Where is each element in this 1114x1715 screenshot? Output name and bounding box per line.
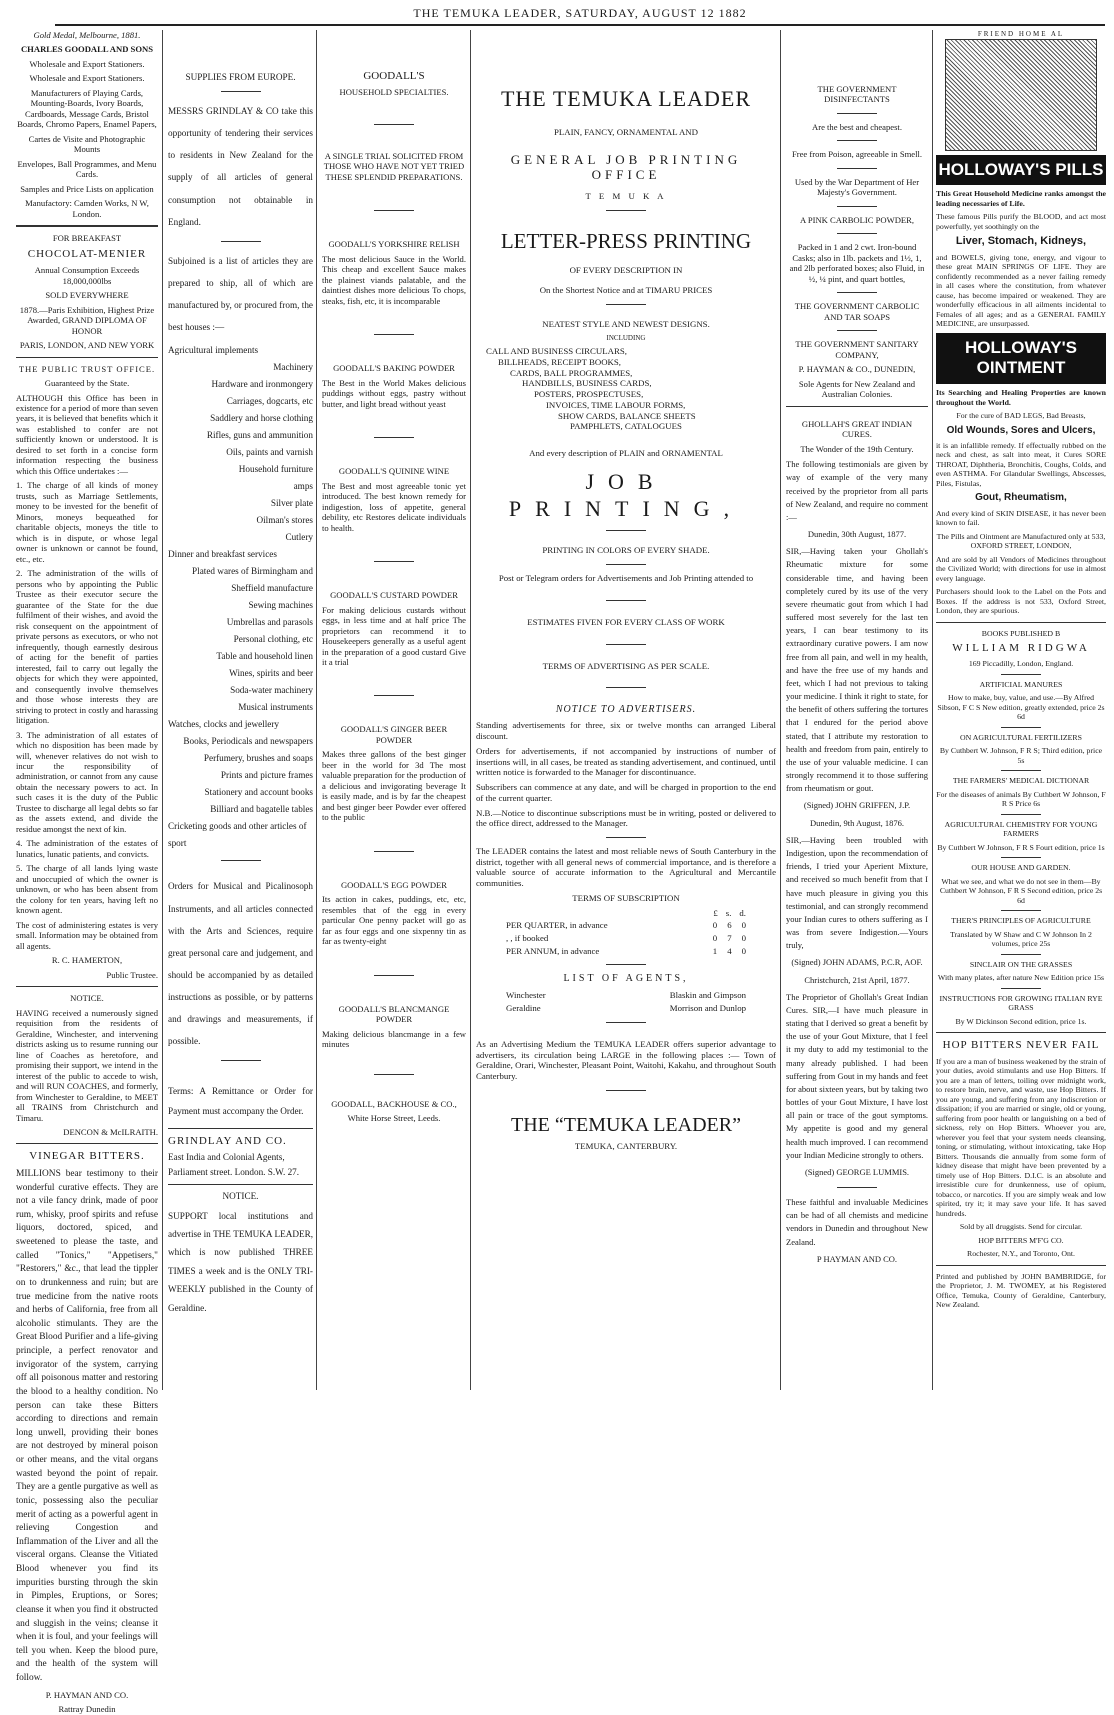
supplies-item: Billiard and bagatelle tables <box>210 804 313 815</box>
leader-line: NEATEST STYLE AND NEWEST DESIGNS. <box>542 319 710 330</box>
goodall-address: White Horse Street, Leeds. <box>347 1113 441 1124</box>
leader-para: Standing advertisements for three, six or twelve months can arranged Liberal discount. <box>476 720 776 742</box>
grindlay-sub: Parliament street. London. S.W. 27. <box>168 1167 300 1178</box>
column-4 <box>476 30 776 1390</box>
book-body: By W Dickinson Second edition, price 1s. <box>955 1016 1087 1026</box>
testimonial-date: Dunedin, 9th August, 1876. <box>810 817 904 828</box>
grindlay-sub: East India and Colonial Agents, <box>168 1151 285 1162</box>
testimonial-date: Christchurch, 21st April, 1877. <box>804 974 910 985</box>
supplies-item: Wines, spirits and beer <box>229 668 313 679</box>
column-rule <box>780 30 781 1390</box>
supplies-item: Stationery and account books <box>204 787 313 798</box>
notice-body: SUPPORT local institutions and advertise in THE TEMUKA LEADER, which is now published THREE TIMES a week and is the ONLY TRI-WEEKLY published in the County of Geraldine. <box>168 1210 313 1313</box>
ointment-line: Gout, Rheumatism, <box>975 492 1067 504</box>
leader-line: INCLUDING <box>606 333 646 342</box>
job-item: POSTERS, PROSPECTUSES, <box>534 389 644 400</box>
product-name: GOODALL'S EGG POWDER <box>340 879 448 890</box>
supplies-item: Carriages, dogcarts, etc <box>226 396 313 407</box>
letterpress-title: LETTER-PRESS PRINTING <box>500 228 752 253</box>
leader-para: N.B.—Notice to discontinue subscriptions must be in writing, posted or delivered to the office direct, addressed to the Manager. <box>476 807 776 829</box>
subscription-header: d. <box>739 907 746 918</box>
product-body: The Best in the World Makes delicious puddings without eggs, pastry without butter, and light bread without yeast <box>322 377 466 409</box>
book-title: AGRICULTURAL CHEMISTRY FOR YOUNG FARMERS <box>944 819 1098 839</box>
leader-para: The LEADER contains the latest and most reliable news of South Canterbury in the district, together with all general news of commercial importance, and is therefore a valuable source of accurate information to the Agricultural and Mercantile communities. <box>476 845 776 889</box>
trial-notice: A SINGLE TRIAL SOLICITED FROM THOSE WHO HAVE NOT YET TRIED THESE SPLENDID PREPARATIONS. <box>323 150 465 182</box>
testimonial-signature: (Signed) JOHN GRIFFEN, J.P. <box>803 800 911 811</box>
ointment-line: And every kind of SKIN DISEASE, it has never been known to fail. <box>936 508 1106 528</box>
vinegar-title: VINEGAR BITTERS. <box>29 1150 145 1163</box>
trust-title: THE PUBLIC TRUST OFFICE. <box>18 363 156 374</box>
supplies-terms: Terms: A Remittance or Order for Payment must accompany the Order. <box>168 1086 313 1117</box>
breakfast-heading: FOR BREAKFAST <box>52 233 122 244</box>
pills-line: and BOWELS, giving tone, energy, and vigour to these great MAIN SPRINGS OF LIFE. They are confidently recommended as a never failing remedy in all cases where the constitution, from whatever cause, has become impaired or weakened. They are wonderfully efficacious in all ailments incidental to Females of all ages; and as a GENERAL FAMILY MEDICINE, are unsurpassed. <box>936 252 1106 329</box>
supplies-item: Sewing machines <box>248 600 313 611</box>
product-body: Makes three gallons of the best ginger beer in the world for 3d The most valuable preparation for the production of a delicious and invigorating beverage It is easily made, and is by far the cheapest and best ginger beer Powder ever offered to the public <box>322 749 466 823</box>
job-item: CARDS, BALL PROGRAMMES, <box>510 367 633 378</box>
supplies-item: Musical instruments <box>238 702 313 713</box>
ghollah-closing: These faithful and invaluable Medicines can be had of all chemists and medicine vendors in Dunedin and throughout New Zealand. <box>786 1197 928 1247</box>
menier-line: PARIS, LONDON, AND NEW YORK <box>19 340 155 351</box>
job-items <box>476 346 776 432</box>
agent-name: Blaskin and Gimpson <box>669 989 746 1000</box>
ghollah-intro: The following testimonials are given by way of example of the very many received by the proprietor from all parts of New Zealand, and require no comment :— <box>786 459 928 522</box>
testimonial-signature: (Signed) JOHN ADAMS, P.C.R, AOF. <box>791 957 923 968</box>
supplies-item: Oilman's stores <box>256 515 313 526</box>
job-item: HANDBILLS, BUSINESS CARDS, <box>522 378 652 389</box>
gov-company: THE GOVERNMENT SANITARY COMPANY, <box>795 339 919 360</box>
agent-row <box>506 990 746 1001</box>
supplies-item: Plated wares of Birmingham and Sheffield manufacture <box>192 566 313 594</box>
ointment-line: Old Wounds, Sores and Ulcers, <box>946 424 1096 436</box>
product-name: GOODALL'S QUININE WINE <box>338 466 450 477</box>
product-body: The most delicious Sauce in the World. This cheap and excellent Sauce makes the plainest viands palatable, and the daintiest dishes more delicious To chops, steaks, fish, etc, it is incomparable <box>322 253 466 306</box>
leader-line: On the Shortest Notice and at TIMARU PRICES <box>539 285 713 296</box>
column-6 <box>936 30 1106 1390</box>
product-body: For making delicious custards without eggs, in less time and at half price The proprietors can recommend it to Housekeepers generally as a useful agent in the preparation of a good custard Give it a trial <box>322 604 466 667</box>
column-2 <box>168 30 313 1390</box>
job-item: PAMPHLETS, CATALOGUES <box>570 421 682 432</box>
subscription-value: 0 <box>741 920 746 931</box>
supplies-item: Dinner and breakfast services <box>168 549 277 560</box>
leader-line: TERMS OF ADVERTISING AS PER SCALE. <box>542 660 710 671</box>
product-body: The Best and most agreeable tonic yet introduced. The best known remedy for indigestion, loss of appetite, general debility, etc Restores delicate individuals to health. <box>322 480 466 533</box>
subscription-header: s. <box>725 907 732 918</box>
column-3 <box>322 30 466 1390</box>
supplies-item: Table and household linen <box>216 651 313 662</box>
notice-advertisers: NOTICE TO ADVERTISERS. <box>555 704 697 716</box>
job-item: CALL AND BUSINESS CIRCULARS, <box>486 346 627 357</box>
hop-sold: Sold by all druggists. Send for circular. <box>959 1222 1083 1232</box>
supplies-item: Watches, clocks and jewellery <box>168 719 279 730</box>
trust-signature: R. C. HAMERTON, <box>51 955 123 966</box>
goodall-line: Manufactory: Camden Works, N W, London. <box>25 198 149 219</box>
gov-line: A PINK CARBOLIC POWDER, <box>799 214 915 225</box>
vinegar-place: Rattray Dunedin <box>58 1704 116 1715</box>
hop-place: Rochester, N.Y., and Toronto, Ont. <box>967 1249 1075 1259</box>
column-1 <box>16 30 158 1715</box>
job-item: SHOW CARDS, BALANCE SHEETS <box>558 410 696 421</box>
trust-signature-title: Public Trustee. <box>106 969 158 980</box>
hop-body: If you are a man of business weakened by the strain of your duties, avoid stimulants and use Hop Bitters. If you are a man of letters, toiling over midnight work, to restore brain, nerve, and waste, use Hop Bitters. If you are young, and suffering from any indiscretion or dissipation; if you are married or single, old or young, suffering from poor health or languishing on a bed of sickness, rely on Hop Bitters. Whoever you are, wherever you feel that your system needs cleansing, toning, or stimulating, without intoxicating, take Hop Bitters. Thousands die annually from some form of kidney disease that might have been prevented by a timely use of Hop Bitters. D.I.C. is an absolute and irresistible cure for drunkenness, use of opium, tobacco, or narcotics. If you are simply weak and low spirited, try it; it may save your life. It has saved hundreds. <box>936 1056 1106 1218</box>
pills-line: These famous Pills purify the BLOOD, and act most powerfully, yet soothingly on the <box>936 212 1106 231</box>
supplies-item: Cutlery <box>285 532 313 543</box>
job-item: INVOICES, TIME LABOUR FORMS, <box>546 399 686 410</box>
supplies-item: Household furniture <box>238 464 313 475</box>
leader-line: Post or Telegram orders for Advertisements and Job Printing attended to <box>498 573 754 584</box>
goodall-line: Wholesale and Export Stationers. <box>29 58 145 69</box>
agents-title: LIST OF AGENTS, <box>563 973 689 985</box>
leader-line: PRINTING IN COLORS OF EVERY SHADE. <box>542 545 710 556</box>
goodall-line: Cartes de Visite and Photographic Mounts <box>28 133 146 155</box>
book-title: THE FARMERS' MEDICAL DICTIONAR <box>952 776 1090 786</box>
goodall-line: Samples and Price Lists on application <box>20 183 154 194</box>
agents-list <box>476 990 776 1014</box>
subscription-header: £ <box>713 907 718 918</box>
masthead: THE TEMUKA LEADER, SATURDAY, AUGUST 12 1882 <box>55 4 1105 26</box>
subscription-value: 0 <box>712 932 718 943</box>
agent-place: Geraldine <box>506 1003 541 1014</box>
subscription-label: PER QUARTER, in advance <box>506 920 608 931</box>
supplies-item: Umbrellas and parasols <box>226 617 313 628</box>
subscription-label: , , if booked <box>506 932 549 943</box>
supplies-orders: Orders for Musical and Picalinosoph Instruments, and all articles connected with the Arts and Sciences, require great personal care and judgement, and should be accompanied by as detailed instructions as possible, or by patterns and drawings and measurements, if possible. <box>168 881 313 1047</box>
book-body: What we see, and what we do not see in them—By Cuthbert W Johnson, F R S Second edition, price 2s 6d <box>939 876 1103 905</box>
notice-body: HAVING received a numerously signed requisition from the residents of Geraldine, Winchester, and intervening districts asking us to resume running our line of Coaches as heretofore, and promising their support, we intend in the interest of the public to accede to wish, and will RUN COACHES, and formerly, from Winchester to Geraldine, to MEET all TRAINS from Christchurch and Timaru. <box>16 1007 158 1123</box>
supplies-title: SUPPLIES FROM EUROPE. <box>185 72 296 82</box>
gov-line: Are the best and cheapest. <box>812 121 902 132</box>
gov-company-agents: Sole Agents for New Zealand and Australian Colonies. <box>798 378 916 400</box>
leader-sub: T E M U K A <box>585 191 667 202</box>
agent-row <box>506 1003 746 1014</box>
ointment-line: And are sold by all Vendors of Medicines throughout the Civilized World; with directions for use in almost every language. <box>936 554 1106 583</box>
goodall-line: Envelopes, Ball Programmes, and Menu Cards. <box>17 158 157 180</box>
leader-para: Orders for advertisements, if not accompanied by instructions of number of insertions will, in all cases, be treated as standing advertisement, and continued, until written notice is forwarded to the Manager for discontinuance. <box>476 745 776 778</box>
footer-title: THE “TEMUKA LEADER” <box>511 1113 741 1136</box>
leader-title: THE TEMUKA LEADER <box>500 86 752 111</box>
supplies-intro: MESSRS GRINDLAY & CO take this opportunity of tendering their services to residents in New Zealand for the supply of all articles of general consumption not obtainable in England. <box>168 106 313 227</box>
job-printing-title: JOB PRINTING, <box>508 468 744 521</box>
trust-para: 1. The charge of all kinds of money trusts, such as Marriage Settlements, money to be invested for the benefit of Minors, moneys bequeathed for charitable objects, moneys the title to which is in dispute, or whose legal owner is unknown or cannot be found, etc., etc. <box>16 480 158 564</box>
leader-para: As an Advertising Medium the TEMUKA LEADER offers superior advantage to advertisers, its circulation being LARGE in the following places :— Town of Geraldine, Orari, Winchester, Pleasant Point, Waitohi, Kakahu, and throughout South Canterbury. <box>476 1039 776 1082</box>
supplies-item: Books, Periodicals and newspapers <box>183 736 313 747</box>
trust-para: 2. The administration of the wills of persons who by appointing the Public Trustee as their executor secure the guarantee of the State for the due fulfilment of their wishes, and avoid the risk consequent on the appointment of private persons as executors, or who not infrequently, though earnestly desirous of acting for the benefit of parties interested, fail to carry out legally the objects for which they were appointed, and consequently involve themselves and those whose interests they are striving to protect in costly and harassing litigation. <box>16 568 158 726</box>
ointment-line: Purchasers should look to the Label on the Pots and Boxes. If the address is not 533, Oxford Street, London, they are spurious. <box>936 587 1106 616</box>
pills-line: Liver, Stomach, Kidneys, <box>955 235 1087 248</box>
hop-firm: HOP BITTERS M'F'G CO. <box>978 1235 1064 1245</box>
subscription-value: 7 <box>727 932 732 943</box>
supplies-item: Saddlery and horse clothing <box>210 413 313 424</box>
testimonial-signature: (Signed) GEORGE LUMMIS. <box>804 1166 910 1177</box>
ointment-line: For the cure of BAD LEGS, Bad Breasts, <box>956 411 1086 421</box>
supplies-item: amps <box>293 481 313 492</box>
subscription-value: 4 <box>727 945 732 956</box>
menier-line: SOLD EVERYWHERE <box>45 290 129 301</box>
engraving-label: FRIEND HOME AL <box>977 30 1065 38</box>
book-title: INSTRUCTIONS FOR GROWING ITALIAN RYE GRASS <box>939 993 1103 1013</box>
books-list <box>936 674 1106 1027</box>
column-rule <box>316 30 317 1390</box>
product-body: Its action in cakes, puddings, etc, etc, resembles that of the egg in every particular One penny packet will go as far as four eggs and one sixpenny tin as far as twenty-eight <box>322 894 466 947</box>
notice-heading: NOTICE. <box>70 993 104 1004</box>
ghollah-title: GHOLLAH'S GREAT INDIAN CURES. <box>801 418 913 440</box>
gov-line: Used by the War Department of Her Majesty's Government. <box>794 176 920 198</box>
book-title: ON AGRICULTURAL FERTILIZERS <box>960 732 1082 742</box>
job-item: BILLHEADS, RECEIPT BOOKS, <box>498 357 622 367</box>
column-5 <box>786 30 928 1390</box>
publisher-name: WILLIAM RIDGWA <box>952 642 1090 655</box>
ointment-line: The Pills and Ointment are Manufactured only at 533, OXFORD STREET, LONDON, <box>936 531 1106 551</box>
trust-para: The cost of administering estates is very small. Information may be obtained from all agents. <box>16 919 158 951</box>
testimonial-body: SIR,—Having taken your Ghollah's Rheumatic mixture for some considerable time, and having been completely cured by its use of the very severe rheumatic gout from which I had suffered most severely for the last ten years, I can bear testimony to its extraordinary curative powers. I am now free from all pain, and well in my health, and have the free use of my hands and feet, which I had not previous to taking your medicine. I think it right to state, for the benefit of others suffering the tortures that I endured for the period above stated, that I attribute my restoration to health and freedom from pain, entirely to the use of your valuable medicine. I can strongly recommend it to those suffering from rheumatism or gout. <box>786 546 928 794</box>
book-title: ARTIFICIAL MANURES <box>979 679 1063 689</box>
supplies-item: Cricketing goods and other articles of sport <box>168 821 307 849</box>
supplies-list <box>168 342 313 852</box>
pills-line: This Great Household Medicine ranks amongst the leading necessaries of Life. <box>936 189 1106 208</box>
subscription-value: 6 <box>727 920 732 931</box>
leader-line: OF EVERY DESCRIPTION IN <box>569 264 683 275</box>
column-rule <box>470 30 471 1390</box>
subscription-value: 0 <box>712 920 718 931</box>
goodall-signature: GOODALL, BACKHOUSE & CO., <box>331 1098 457 1109</box>
book-body: By Cuthbert W Johnson, F R S Fourt edition, price 1s <box>937 842 1105 852</box>
book-body: Translated by W Shaw and C W Johnson In 2 volumes, price 25s <box>950 929 1092 949</box>
supplies-item: Prints and picture frames <box>220 770 313 781</box>
trust-para: 3. The administration of all estates of which no disposition has been made by will, whenever relatives do not wish to incur the responsibility of administration, or cannot from any cause obtain the necessary powers to act. In such cases it is the duty of the Public Trustee to discharge all legal debts so far as the assets extend, and divide the residue amongst the next of kin. <box>16 729 158 834</box>
agent-name: Morrison and Dunlop <box>669 1003 746 1014</box>
ointment-banner: HOLLOWAY'S OINTMENT <box>936 333 1106 384</box>
product-name: GOODALL'S BAKING POWDER <box>333 363 455 374</box>
goodall-name: CHARLES GOODALL AND SONS <box>20 44 154 55</box>
supplies-item: Oils, paints and varnish <box>226 447 313 458</box>
menier-line: 1878.—Paris Exhibition, Highest Prize Awarded, GRAND DIPLOMA OF HONOR <box>19 304 155 336</box>
vinegar-signature: P. HAYMAN AND CO. <box>45 1689 129 1700</box>
supplies-item: Soda-water machinery <box>230 685 313 696</box>
subscription-title: TERMS OF SUBSCRIPTION <box>572 892 680 903</box>
product-name: GOODALL'S CUSTARD POWDER <box>330 590 458 601</box>
testimonial-body: SIR,—Having been troubled with Indigestion, upon the recommendation of friends, I tried your Aperient Mixture, and received so much benefit from that I have much pleasure in giving you this testimonial, and can strongly recommend your Indian cures to others suffering as I was from severe Indigestion.—Yours truly, <box>786 834 928 951</box>
supplies-item: Machinery <box>273 362 313 373</box>
ghollah-wonder: The Wonder of the 19th Century. <box>800 443 914 454</box>
goodall-subtitle: HOUSEHOLD SPECIALTIES. <box>339 87 449 98</box>
subscription-value: 1 <box>712 945 718 956</box>
supplies-item: Personal clothing, etc <box>233 634 313 645</box>
book-title: SINCLAIR ON THE GRASSES <box>969 959 1073 969</box>
supplies-item: Rifles, guns and ammunition <box>206 430 313 441</box>
grindlay-firm: GRINDLAY AND CO. <box>168 1134 287 1147</box>
imprint: Printed and published by JOHN BAMBRIDGE, for the Proprietor, J. M. TWOMEY, at his Registered Office, Temuka, County of Geraldine, Canterbury, New Zealand. <box>936 1271 1106 1310</box>
subscription-value: 0 <box>741 932 746 943</box>
holloway-engraving-image <box>945 39 1097 151</box>
book-title: THER'S PRINCIPLES OF AGRICULTURE <box>951 916 1091 926</box>
leader-sub: GENERAL JOB PRINTING OFFICE <box>510 151 742 183</box>
product-name: GOODALL'S YORKSHIRE RELISH <box>328 239 460 250</box>
leader-sub: PLAIN, FANCY, ORNAMENTAL AND <box>553 126 699 137</box>
gov-title: THE GOVERNMENT DISINFECTANTS <box>817 84 897 105</box>
book-body: How to make, buy, value, and use.—By Alfred Sibson, F C S New edition, greatly extended, price 2s 6d <box>937 693 1105 722</box>
subscription-row <box>506 920 746 931</box>
gov-line: Packed in 1 and 2 cwt. Iron-bound Casks; also in 1lb. packets and 1½, 1, and 2lb perforated boxes; also Fluid, in ½, ¼ pint, and quart bottles, <box>789 242 925 284</box>
goodall-title: GOODALL'S <box>363 70 425 82</box>
gov-line: Free from Poison, agreeable in Smell. <box>791 149 923 160</box>
publisher-address: 169 Piccadilly, London, England. <box>968 659 1074 669</box>
books-title: BOOKS PUBLISHED B <box>981 628 1061 638</box>
testimonial-body: The Proprietor of Ghollah's Great Indian Cures. SIR,—I have much pleasure in stating that I derived so great a benefit by the use of your Gout Mixture, that I feel it my duty to add my testimonial to the many already published. I had been suffering from Gout in my hands and feet for about sixteen years, but by taking two bottles of your Gout Mixture, I have lost all pain or trace of the gout symptoms. My appetite is good and my general health much improved. I can recommend your Indian Medicine strongly to others. <box>786 991 928 1160</box>
book-body: For the diseases of animals By Cuthbert W Johnson, F R S Price 6s <box>936 789 1106 809</box>
product-name: GOODALL'S BLANCMANGE POWDER <box>338 1003 450 1025</box>
hop-title: HOP BITTERS NEVER FAIL <box>942 1039 1100 1052</box>
supplies-item: Silver plate <box>270 498 313 509</box>
subscription-label: PER ANNUM, in advance <box>506 945 600 956</box>
notice-heading: NOTICE. <box>222 1191 259 1202</box>
column-rule <box>932 30 933 1390</box>
leader-para: Subscribers can commence at any date, and will be charged in proportion to the end of the current quarter. <box>476 782 776 803</box>
ointment-line: Its Searching and Healing Properties are known throughout the World. <box>936 388 1106 407</box>
book-title: OUR HOUSE AND GARDEN. <box>971 863 1071 873</box>
goodall-line: Wholesale and Export Stationers. <box>29 73 145 84</box>
trust-para: 4. The administration of the estates of lunatics, lunatic patients, and convicts. <box>16 838 158 859</box>
trust-body: ALTHOUGH this Office has been in existence for a period of more than seven years, it is believed that benefits which it was established to confer are not sufficiently known or understood. It is desired to set forth in a concise form information respecting the business which this Office undertakes :— <box>16 392 158 476</box>
book-body: With many plates, after nature New Edition price 15s <box>937 973 1105 983</box>
leader-line: ESTIMATES FIVEN FOR EVERY CLASS OF WORK <box>527 616 725 627</box>
book-body: By Cuthbert W. Johnson, F R S; Third edition, price 5s <box>939 746 1103 765</box>
supplies-item: Perfumery, brushes and soaps <box>203 753 313 764</box>
gov-company-sub: P. HAYMAN & CO., DUNEDIN, <box>798 364 916 375</box>
pills-banner: HOLLOWAY'S PILLS <box>936 155 1106 186</box>
footer-sub: TEMUKA, CANTERBURY. <box>574 1141 678 1152</box>
ghollah-signature: P HAYMAN AND CO. <box>816 1253 898 1264</box>
ghollah-testimonials <box>786 458 928 1266</box>
agent-place: Winchester <box>506 989 546 1000</box>
goodall-medal: Gold Medal, Melbourne, 1881. <box>33 30 141 40</box>
product-list <box>322 210 466 1049</box>
supplies-item: Agricultural implements <box>168 345 259 355</box>
leader-line: And every description of PLAIN and ORNAMENTAL <box>529 448 723 459</box>
ointment-line: it is an infallible remedy. If effectually rubbed on the neck and chest, as salt into meat, it Cures SORE THROAT, Diphtheria, Bronchitis, Coughs, Colds, and even ASTHMA. For Glandular Swellings, Abscesses, Piles, Fistulas, <box>936 440 1106 488</box>
menier-title: CHOCOLAT-MENIER <box>27 247 147 260</box>
notice-signature: DENCON & McILRAITH. <box>63 1127 158 1137</box>
subscription-table <box>476 908 776 957</box>
menier-line: Annual Consumption Exceeds 18,000,000lbs <box>34 265 140 286</box>
subscription-row <box>506 933 746 944</box>
supplies-item: Hardware and ironmongery <box>211 379 313 390</box>
product-body: Making delicious blancmange in a few minutes <box>322 1028 466 1050</box>
subscription-row <box>506 946 746 957</box>
product-name: GOODALL'S GINGER BEER POWDER <box>340 724 448 745</box>
testimonial-date: Dunedin, 30th August, 1877. <box>807 529 907 540</box>
goodall-line: Manufacturers of Playing Cards, Mounting-Boards, Ivory Boards, Cardboards, Message Cards, Bristol Boards, Chromo Papers, Enamel Papers, <box>17 87 157 130</box>
supplies-list-intro: Subjoined is a list of articles they are prepared to ship, all of which are manufactured by, or procured from, the best houses :— <box>168 255 313 332</box>
trust-para: 5. The charge of all lands lying waste and unoccupied of which the owner is unknown, or who has been absent from the colony for ten years, having left no known agent. <box>16 863 158 916</box>
subscription-value: 0 <box>741 945 746 956</box>
trust-sub: Guaranteed by the State. <box>44 378 130 389</box>
column-rule <box>162 30 163 1390</box>
vinegar-body: MILLIONS bear testimony to their wonderful curative effects. They are not a vile fancy drink, made of poor rum, whisky, proof spirits and refuse liquors, doctored, spiced, and sweetened to please the taste, and called "Tonics," "Appetisers," "Restorers," &c., that lead the tippler on to drunkenness and ruin; but are true medicine from the native roots and herbs of California, free from all alcoholic stimulants. They are the Great Blood Purifier and a life-giving principle, a perfect renovator and invigorator of the system, carrying off all poisonous matter and restoring the blood to a healthy condition. No person can take these Bitters according to directions and remain long unwell, providing their bones are not destroyed by mineral poison or other means, and the vital organs wasted beyond the point of repair. They are a gentle purgative as well as tonic, possessing also the peculiar merit of acting as a powerful agent in relieving Congestion and Inflammation of the Liver and all the visceral organs. Cleanse the Vitiated Blood whenever you find its impurities bursting through the skin in Pimples, Eruptions, or Sores; cleanse it when you find it obstructed and sluggish in the veins; cleanse it when it is foul, and your feelings will tell you when. Keep the blood pure, and the health of the system will follow. <box>16 1168 158 1684</box>
gov-line: THE GOVERNMENT CARBOLIC AND TAR SOAPS <box>794 301 920 322</box>
